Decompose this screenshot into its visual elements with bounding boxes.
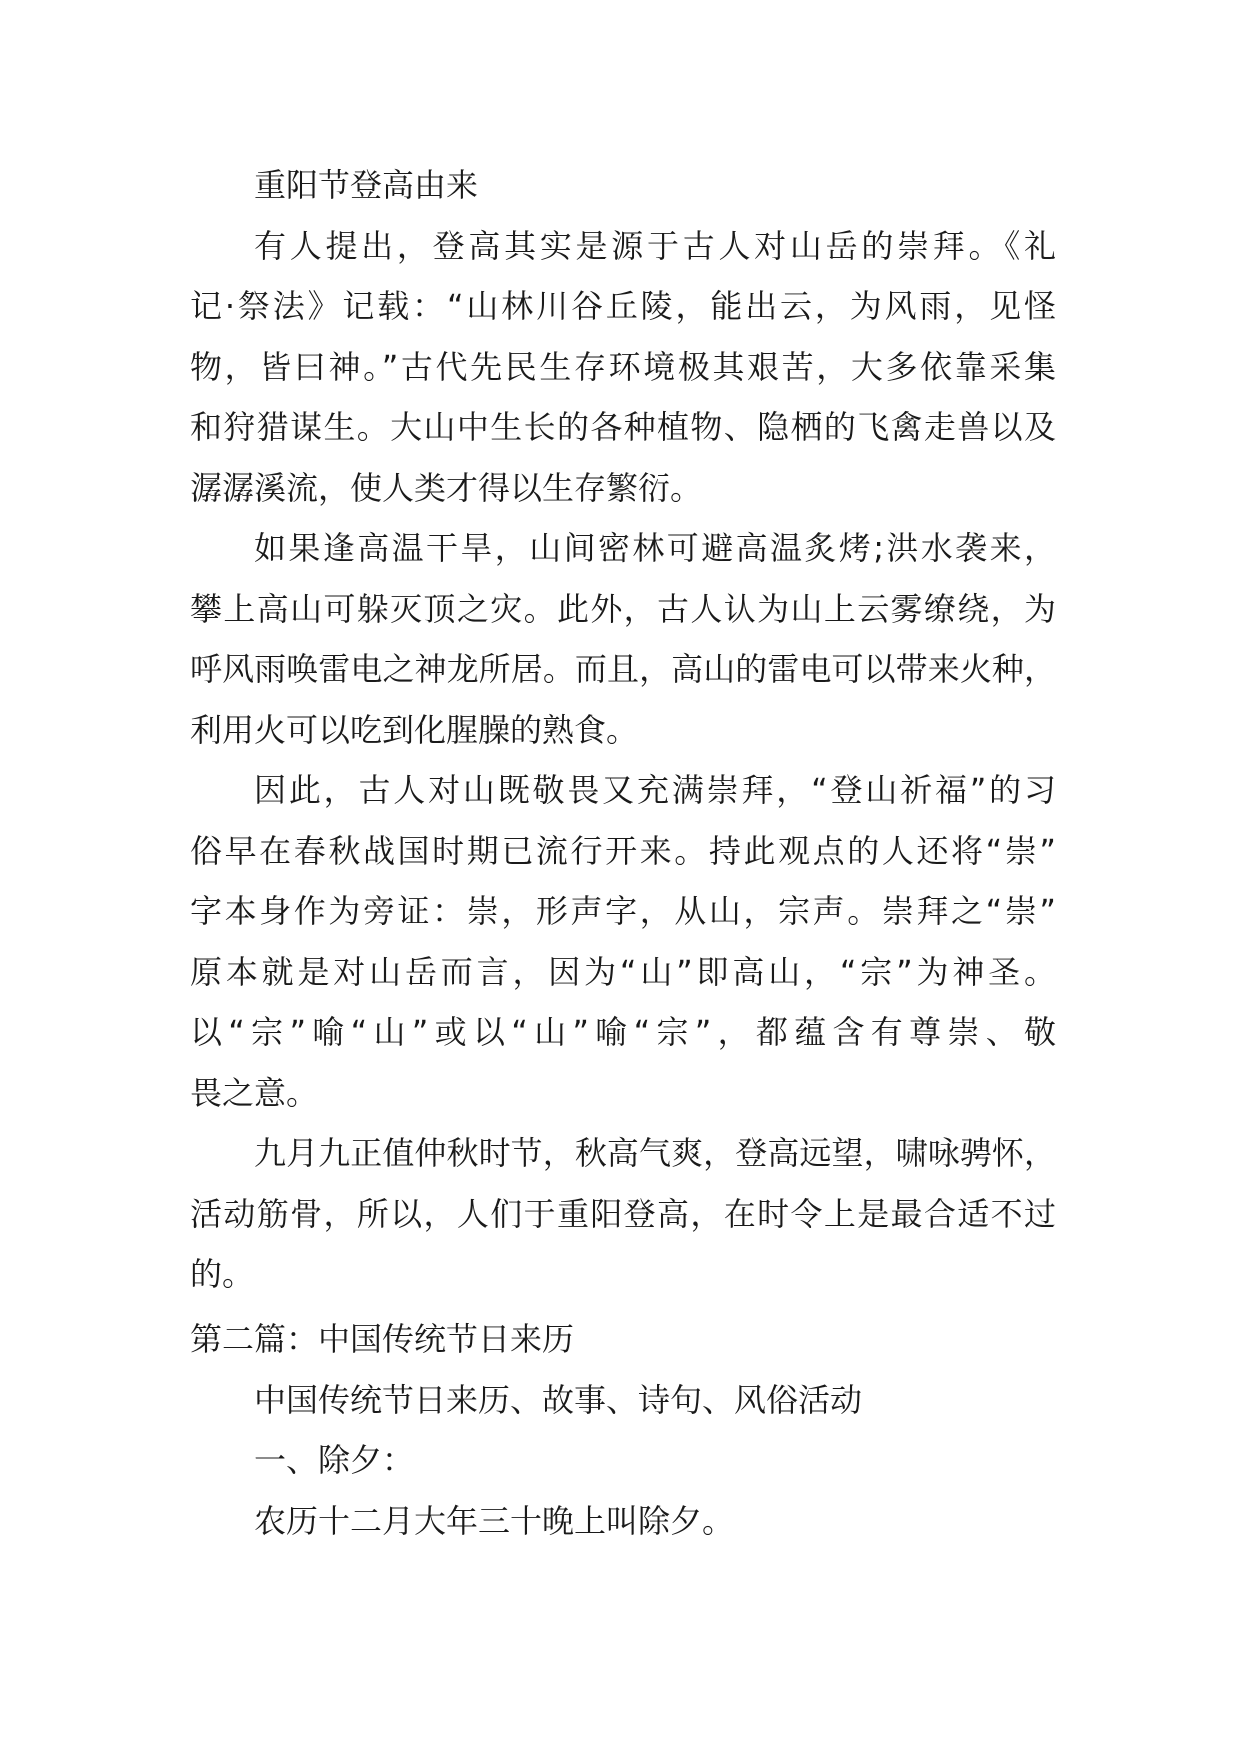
text-line: 攀上高山可躲灭顶之灾。此外，古人认为山上云雾缭绕，为 <box>190 589 1056 628</box>
text-line: 物，皆曰神。”古代先民生存环境极其艰苦，大多依靠采集 <box>190 347 1056 386</box>
text-line: 活动筋骨，所以，人们于重阳登高，在时令上是最合适不过 <box>190 1194 1056 1233</box>
text-line: 一、除夕： <box>254 1441 415 1479</box>
text-line: 有人提出，登高其实是源于古人对山岳的崇拜。《礼 <box>254 226 1056 265</box>
text-line: 利用火可以吃到化腥臊的熟食。 <box>190 710 639 749</box>
article-section-1 <box>190 155 1056 1305</box>
text-line: 以“宗”喻“山”或以“山”喻“宗”，都蕴含有尊崇、敬 <box>190 1013 1056 1051</box>
section-title: 重阳节登高由来 <box>254 166 479 204</box>
article-section-2 <box>190 1309 1056 1551</box>
text-line: 潺潺溪流，使人类才得以生存繁衍。 <box>190 468 703 507</box>
text-line: 的。 <box>190 1255 255 1293</box>
text-line: 俗早在春秋战国时期已流行开来。持此观点的人还将“崇” <box>190 831 1056 870</box>
text-line: 和狩猎谋生。大山中生长的各种植物、隐栖的飞禽走兽以及 <box>190 408 1056 446</box>
chapter-heading: 第二篇：中国传统节日来历 <box>190 1320 575 1358</box>
text-line: 农历十二月大年三十晚上叫除夕。 <box>254 1501 735 1540</box>
text-line: 原本就是对山岳而言，因为“山”即高山，“宗”为神圣。 <box>190 952 1056 991</box>
text-line: 中国传统节日来历、故事、诗句、风俗活动 <box>254 1380 863 1419</box>
text-line: 呼风雨唤雷电之神龙所居。而且，高山的雷电可以带来火种， <box>190 650 1056 688</box>
text-line: 九月九正值仲秋时节，秋高气爽，登高远望，啸咏骋怀， <box>254 1134 1056 1172</box>
text-line: 如果逢高温干旱，山间密林可避高温炙烤;洪水袭来， <box>254 529 1056 567</box>
text-line: 因此，古人对山既敬畏又充满崇拜，“登山祈福”的习 <box>254 771 1056 809</box>
text-line: 记·祭法》记载：“山林川谷丘陵，能出云，为风雨，见怪 <box>190 287 1056 325</box>
text-line: 畏之意。 <box>190 1073 319 1112</box>
text-line: 字本身作为旁证：崇，形声字，从山，宗声。崇拜之“崇” <box>190 892 1056 930</box>
